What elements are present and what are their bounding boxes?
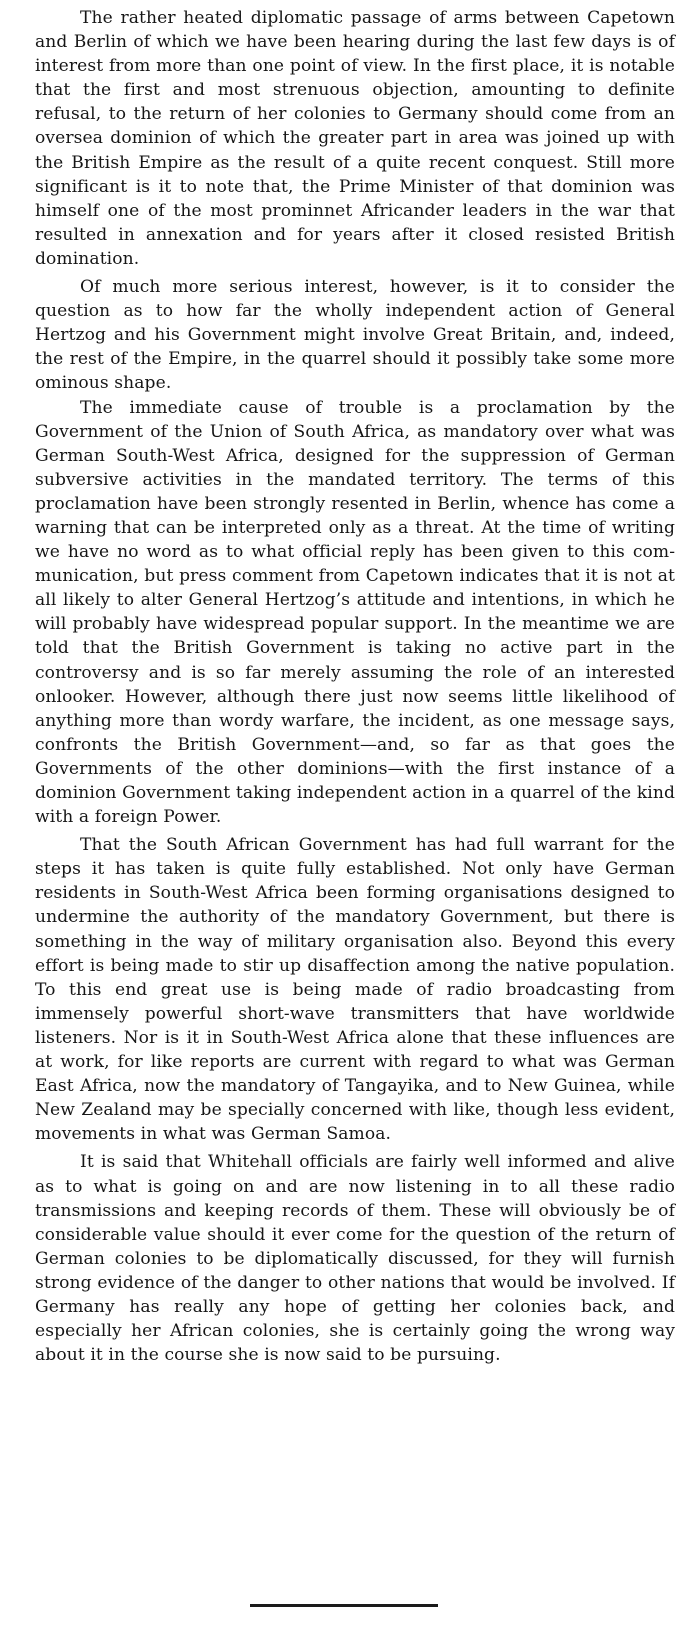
article-column bbox=[35, 6, 675, 1367]
article-paragraph-2: Of much more serious interest, however, is it to consider the question as to how far the wholly independent action of General Hertzog and his Government might involve Great Britain, and, indeed, the rest of the Empire, in the quarrel should it possibly take some more ominous shape. bbox=[35, 277, 675, 394]
article-paragraph-4: That the South African Government has had full warrant for the steps it has taken is quite fully established. Not only have German residents in South-West Africa been forming organisations designed to undermine the authority of the mandatory Government, but there is something in the way of military organisation also. Beyond this every effort is being made to stir up disaffection among the native population. To this end great use is being made of radio broadcasting from immensely powerful short-wave transmitters that have worldwide listeners. Nor is it in South-West Africa alone that these influences are at work, for like reports are current with regard to what was German East Africa, now the mandatory of Tangayika, and to New Guinea, while New Zealand may be specially concerned with like, though less evident, movements in what was German Samoa. bbox=[35, 835, 675, 1145]
end-rule-divider bbox=[250, 1604, 438, 1607]
article-paragraph-1: The rather heated diplomatic passage of arms between Capetown and Berlin of which we have been hearing during the last few days is of interest from more than one point of view. In the first place, it is notable that the first and most strenuous objection, amounting to definite refusal, to the return of her colonies to Germany should come from an oversea dominion of which the greater part in area was joined up with the British Empire as the result of a quite recent conquest. Still more significant is it to note that, the Prime Minister of that dominion was himself one of the most prominnet Africander leaders in the war that resulted in annexation and for years after it closed resisted British domination. bbox=[35, 8, 675, 269]
article-paragraph-5: It is said that Whitehall officials are fairly well informed and alive as to what is going on and are now listening in to all these radio transmissions and keeping records of them. These will obviously be of considerable value should it ever come for the question of the return of German colonies to be diplomatically discussed, for they will furnish strong evidence of the danger to other nations that would be involved. If Germany has really any hope of getting her colonies back, and especially her African colonies, she is certainly going the wrong way about it in the course she is now said to be pursuing. bbox=[35, 1152, 675, 1366]
article-paragraph-3: The immediate cause of trouble is a proclamation by the Government of the Union of South Africa, as mandatory over what was German South-West Africa, designed for the suppression of German subversive activities in the mandated territory. The terms of this proclamation have been strongly resented in Berlin, whence has come a warning that can be interpreted only as a threat. At the time of writing we have no word as to what official reply has been given to this communication, but press comment from Capetown indicates that it is not at all likely to alter General Hertzog’s attitude and intentions, in which he will probably have widespread popular support. In the meantime we are told that the British Government is taking no active part in the controversy and is so far merely assuming the role of an interested onlooker. However, although there just now seems little likelihood of anything more than wordy warfare, the incident, as one message says, confronts the British Government—and, so far as that goes the Governments of the other dominions—with the first instance of a dominion Government taking independent action in a quarrel of the kind with a foreign Power. bbox=[35, 397, 675, 828]
